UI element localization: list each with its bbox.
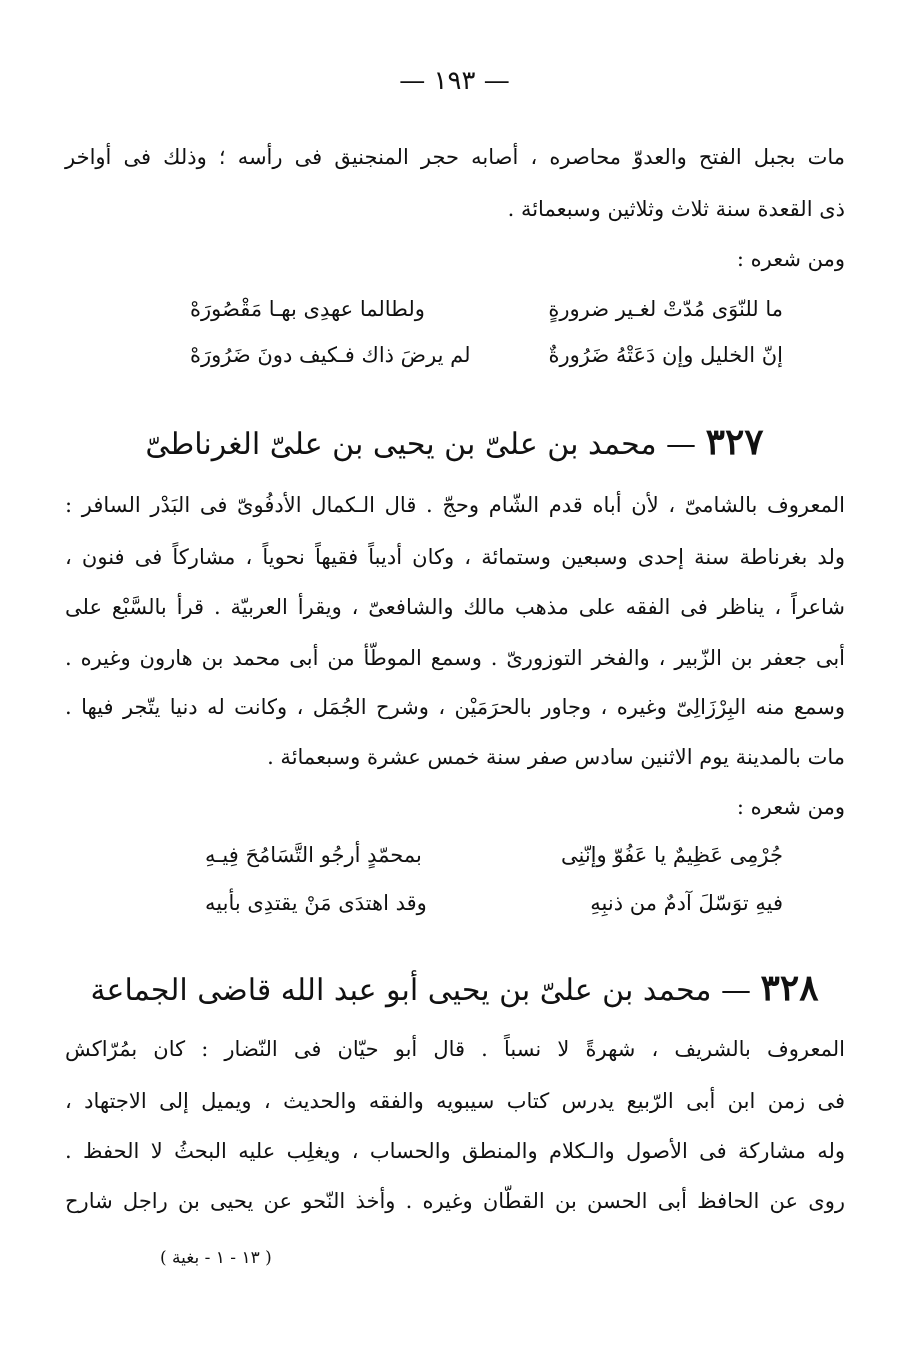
entry-number: ٣٢٧ bbox=[705, 421, 764, 463]
text-line: المعروف بالشريف ، شهرةً لا نسباً . قال أبو حيّان فى النّضار : كان بمُرّاكش bbox=[65, 1037, 845, 1061]
text-line: المعروف بالشامىّ ، لأن أباه قدم الشّام وحجّ . قال الـكمال الأدفُوىّ فى البَدْر السافر : bbox=[65, 493, 845, 517]
verse-second-hemistich: ولطالما عهدِى بهـا مَقْصُورَهْ bbox=[190, 297, 425, 321]
verse-first-hemistich: جُرْمِى عَظِيمٌ يا عَفُوّ وإنّنِى bbox=[561, 843, 783, 867]
verse-first-hemistich: إنّ الخليل وإن دَعَتْهُ ضَرُورةٌ bbox=[548, 343, 783, 367]
verse-first-hemistich: فيهِ توَسّلَ آدمٌ من ذنبِهِ bbox=[590, 891, 783, 915]
verse-second-hemistich: لم يرضَ ذاك فـكيف دونَ ضَرُورَهْ bbox=[190, 343, 471, 367]
signature-mark: ( ١٣ - ١ - بغية ) bbox=[160, 1248, 272, 1268]
verse-second-hemistich: بمحمّدٍ أرجُو التَّسَامُحَ فِيـهِ bbox=[205, 843, 422, 867]
text-line: روى عن الحافظ أبى الحسن بن القطّان وغيره . وأخذ النّحو عن يحيى بن راجل شارح bbox=[65, 1189, 845, 1213]
text-line: فى زمن ابن أبى الرّبيع يدرس كتاب سيبويه والفقه والحديث ، ويميل إلى الاجتهاد ، bbox=[65, 1089, 845, 1113]
text-line: مات بالمدينة يوم الاثنين سادس صفر سنة خمس عشرة وسبعمائة . bbox=[267, 745, 845, 769]
text-line: وسمع منه البِرْزَالِىّ وغيره ، وجاور بالحرَمَيْن ، وشرح الجُمَل ، وكانت له دنيا يتّجر فيها . bbox=[65, 695, 845, 719]
verse-first-hemistich: ما للنّوَى مُدّتْ لغـير ضرورةٍ bbox=[548, 297, 783, 321]
text-line: ولد بغرناطة سنة إحدى وسبعين وستمائة ، وكان أديباً فقيهاً نحوياً ، مشاركاً فى فنون ، bbox=[65, 545, 845, 569]
text-line: شاعراً ، يناظر فى الفقه على مذهب مالك والشافعىّ ، ويقرأ العربيّة . قرأ بالسَّبْع على bbox=[65, 595, 845, 619]
poem-intro: ومن شعره : bbox=[736, 247, 845, 271]
text-line: أبى جعفر بن الزّبير ، والفخر التوزورىّ . وسمع الموطّأ من أبى محمد بن هارون وغيره . bbox=[65, 646, 845, 670]
entry-title: — محمد بن علىّ بن يحيى أبو عبد الله قاضى الجماعة bbox=[90, 973, 751, 1008]
verse-second-hemistich: وقد اهتدَى مَنْ يقتدِى بأبيه bbox=[205, 891, 427, 915]
entry-heading bbox=[0, 422, 909, 465]
page-number: — ١٩٣ — bbox=[399, 66, 510, 96]
poem-intro: ومن شعره : bbox=[736, 795, 845, 819]
text-line: وله مشاركة فى الأصول والـكلام والمنطق والحساب ، ويغلِب عليه البحثُ لا الحفظ . bbox=[65, 1139, 845, 1163]
entry-number: ٣٢٨ bbox=[760, 967, 819, 1009]
text-line: ذى القعدة سنة ثلاث وثلاثين وسبعمائة . bbox=[507, 197, 845, 221]
entry-heading bbox=[0, 968, 909, 1011]
text-line: مات بجبل الفتح والعدوّ محاصره ، أصابه حجر المنجنيق فى رأسه ؛ وذلك فى أواخر bbox=[65, 145, 845, 169]
entry-title: — محمد بن علىّ بن يحيى بن علىّ الغرناطىّ bbox=[145, 427, 697, 462]
